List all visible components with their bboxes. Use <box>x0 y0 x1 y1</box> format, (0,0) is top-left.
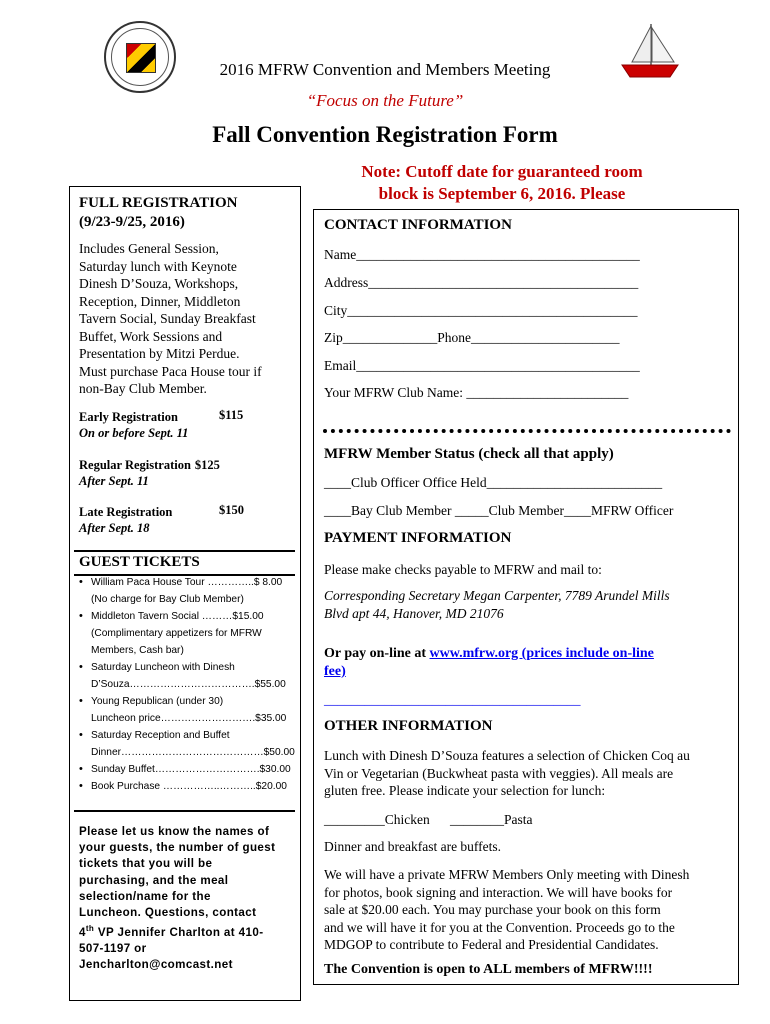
club-name-field[interactable]: Your MFRW Club Name: ________________________ <box>324 385 629 400</box>
guest-tickets-list <box>79 574 299 795</box>
payment-heading: PAYMENT INFORMATION <box>324 530 512 546</box>
list-item: • Sunday Buffet………………………….$30.00 <box>91 761 299 778</box>
list-item: • Book Purchase ……………..………..$20.00 <box>91 778 299 795</box>
late-registration-price: Late Registration $150 After Sept. 18 <box>79 503 244 535</box>
guest-tickets-divider <box>74 550 295 552</box>
list-item: Luncheon price……………………….$35.00 <box>91 713 287 724</box>
list-item: (No charge for Bay Club Member) <box>91 594 244 605</box>
online-payment: Or pay on-line at www.mfrw.org (prices include on-line fee) <box>324 646 654 679</box>
list-item: • Saturday Reception and Buffet <box>91 727 299 744</box>
member-status-heading: MFRW Member Status (check all that apply) <box>324 446 614 462</box>
zip-phone-field[interactable]: Zip______________Phone______________________ <box>324 330 620 345</box>
club-officer-field[interactable]: ____Club Officer Office Held__________________________ <box>324 475 663 490</box>
list-item: (Complimentary appetizers for MFRW <box>91 628 262 639</box>
payment-instruction: Please make checks payable to MFRW and mail to: <box>324 562 602 577</box>
list-item: • William Paca House Tour …………..$ 8.00 <box>91 574 299 591</box>
name-field[interactable]: Name__________________________________________ <box>324 247 640 262</box>
payment-rule: ______________________________________ <box>324 692 581 707</box>
closing-statement: The Convention is open to ALL members of MFRW!!!! <box>324 962 653 977</box>
list-item: • Saturday Luncheon with Dinesh <box>91 659 299 676</box>
lunch-selection-field[interactable]: _________Chicken ________Pasta <box>324 812 533 827</box>
list-item: • Young Republican (under 30) <box>91 693 299 710</box>
page-title: Fall Convention Registration Form <box>212 122 558 147</box>
full-registration-heading: FULL REGISTRATION (9/23-9/25, 2016) <box>79 195 238 230</box>
lunch-description: Lunch with Dinesh D’Souza features a selection of Chicken Coq au Vin or Vegetarian (Buckwheat pasta with veggies). All meals are gluten free. Please indicate your selection for lunch: <box>324 748 690 798</box>
page-header: 2016 MFRW Convention and Members Meeting <box>219 60 551 79</box>
guest-tickets-heading: GUEST TICKETS <box>79 554 200 570</box>
address-field[interactable]: Address________________________________________ <box>324 275 639 290</box>
cutoff-note: Note: Cutoff date for guaranteed room block is September 6, 2016. Please <box>361 162 643 203</box>
list-item: D’Souza……………………………….$55.00 <box>91 679 286 690</box>
mfrw-website-link-cont[interactable]: fee) <box>324 664 346 679</box>
maryland-seal-icon <box>104 21 176 93</box>
members-meeting-note: We will have a private MFRW Members Only meeting with Dinesh for photos, book signing and interaction. We will have books for sale at $20.00 each. You may purchase your book on this form and we will have it for you at the Convention. Proceeds go to the MDGOP to contribute to Federal and Presidential Candidates. <box>324 867 690 952</box>
full-registration-description: Includes General Session, Saturday lunch with Keynote Dinesh D’Souza, Workshops, Reception, Dinner, Middleton Tavern Social, Sunday Breakfast Buffet, Work Sessions and Presentation by Mitzi Perdue. Must purchase Paca House tour if non-Bay Club Member. <box>79 241 262 396</box>
contact-email: Jencharlton@comcast.net <box>79 958 233 972</box>
contact-heading: CONTACT INFORMATION <box>324 217 512 233</box>
email-field[interactable]: Email__________________________________________ <box>324 358 640 373</box>
city-field[interactable]: City___________________________________________ <box>324 303 638 318</box>
mfrw-website-link[interactable]: www.mfrw.org (prices include on-line <box>429 646 654 661</box>
membership-type-field[interactable]: ____Bay Club Member _____Club Member____MFRW Officer <box>324 503 674 518</box>
theme-subtitle: “Focus on the Future” <box>306 91 464 110</box>
early-registration-price: Early Registration $115 On or before Sept. 11 <box>79 408 244 440</box>
list-item: Members, Cash bar) <box>91 645 184 656</box>
mailing-address: Corresponding Secretary Megan Carpenter, 7789 Arundel Mills Blvd apt 44, Hanover, MD 21076 <box>324 588 670 621</box>
guest-contact-note: Please let us know the names of your guests, the number of guest tickets that you will be purchasing, and the meal selection/name for the Luncheon. Questions, contact 4th VP Jennifer Charlton at 410- 507-1197 or Jencharlton@comcast.net <box>79 824 299 974</box>
section-divider <box>323 429 731 433</box>
contact-note-divider <box>74 810 295 812</box>
regular-registration-price: Regular Registration $125 After Sept. 11 <box>79 458 220 488</box>
list-item: • Middleton Tavern Social ………$15.00 <box>91 608 299 625</box>
list-item: Dinner……………………………………$50.00 <box>91 747 295 758</box>
other-info-heading: OTHER INFORMATION <box>324 718 493 734</box>
buffet-note: Dinner and breakfast are buffets. <box>324 839 502 854</box>
